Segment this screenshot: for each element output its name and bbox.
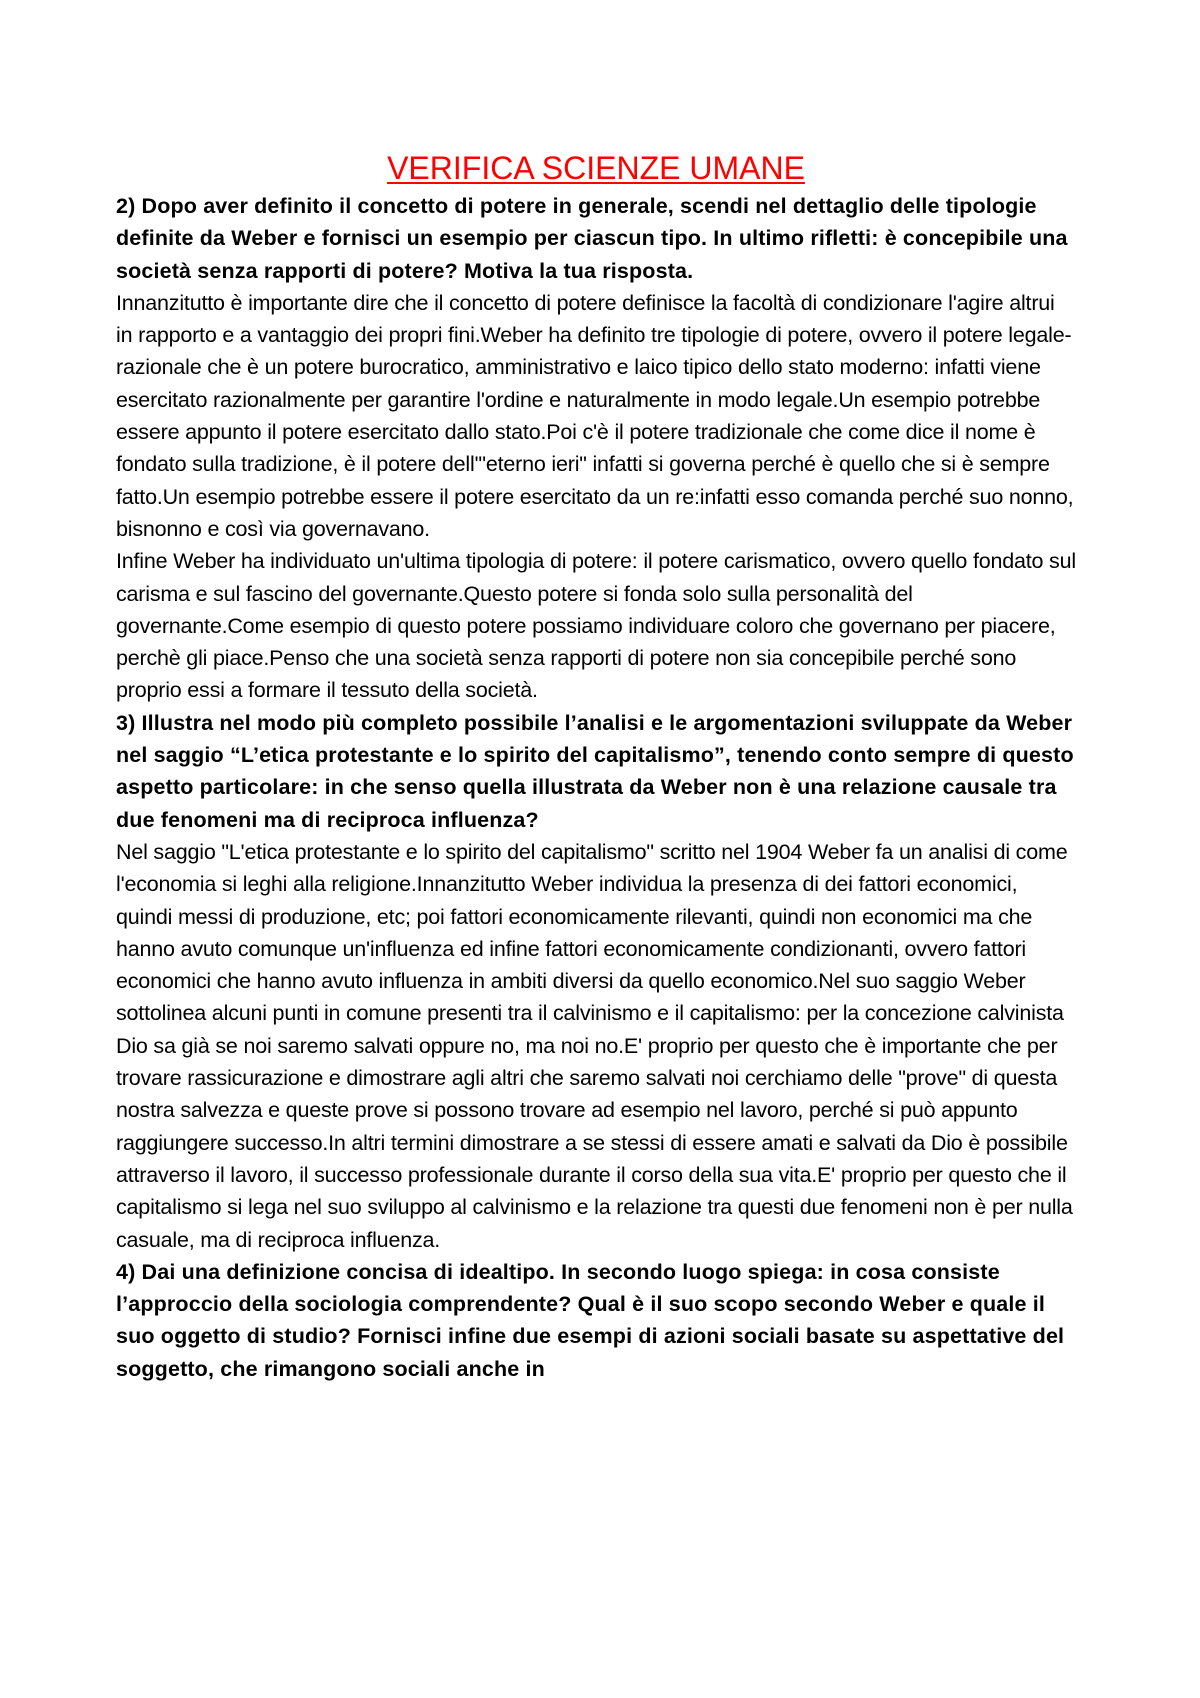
document-title: VERIFICA SCIENZE UMANE — [387, 150, 805, 186]
answer-paragraph: Nel saggio "L'etica protestante e lo spirito del capitalismo" scritto nel 1904 Weber fa un analisi di come l'economia si leghi alla religione.Innanzitutto Weber individua la presenza di dei fattori economici, quindi messi di produzione, etc; poi fattori economicamente rilevanti, quindi non economici ma che hanno avuto comunque un'influenza ed infine fattori economicamente condizionanti, ovvero fattori economici che hanno avuto influenza in ambiti diversi da quello economico.Nel suo saggio Weber sottolinea alcuni punti in comune presenti tra il calvinismo e il capitalismo: per la concezione calvinista Dio sa già se noi saremo salvati oppure no, ma noi no.E' proprio per questo che è importante che per trovare rassicurazione e dimostrare agli altri che saremo salvati noi cerchiamo delle "prove" di questa nostra salvezza e queste prove si possono trovare ad esempio nel lavoro, perché si può appunto raggiungere successo.In altri termini dimostrare a se stessi di essere amati e salvati da Dio è possibile attraverso il lavoro, il successo professionale durante il corso della sua vita.E' proprio per questo che il capitalismo si lega nel suo sviluppo al calvinismo e la relazione tra questi due fenomeni non è per nulla casuale, ma di reciproca influenza. — [116, 839, 1073, 1252]
document-body — [116, 148, 1076, 1385]
question-text: 4) Dai una definizione concisa di idealtipo. In secondo luogo spiega: in cosa consiste l’approccio della sociologia comprendente? Qual è il suo scopo secondo Weber e quale il suo oggetto di studio? Fornisci infine due esempi di azioni sociali basate su aspettative del soggetto, che rimangono sociali anche in — [116, 1259, 1065, 1381]
question-text: 2) Dopo aver definito il concetto di potere in generale, scendi nel dettaglio delle tipologie definite da Weber e fornisci un esempio per ciascun tipo. In ultimo rifletti: è concepibile una società senza rapporti di potere? Motiva la tua risposta. — [116, 194, 1068, 283]
answer-paragraph: Innanzitutto è importante dire che il concetto di potere definisce la facoltà di condizionare l'agire altrui in rapporto e a vantaggio dei propri fini.Weber ha definito tre tipologie di potere, ovvero il potere legale-razionale che è un potere burocratico, amministrativo e laico tipico dello stato moderno: infatti viene esercitato razionalmente per garantire l'ordine e naturalmente in modo legale.Un esempio potrebbe essere appunto il potere esercitato dallo stato.Poi c'è il potere tradizionale che come dice il nome è fondato sulla tradizione, è il potere dell'"eterno ieri" infatti si governa perché è quello che si è sempre fatto.Un esempio potrebbe essere il potere esercitato da un re:infatti esso comanda perché suo nonno, bisnonno e così via governavano. — [116, 290, 1074, 541]
section-question-3 — [116, 707, 1076, 1256]
answer-paragraph: Infine Weber ha individuato un'ultima tipologia di potere: il potere carismatico, ovvero quello fondato sul carisma e sul fascino del governante.Questo potere si fonda solo sulla personalità del governante.Come esempio di questo potere possiamo individuare coloro che governano per piacere, perchè gli piace.Penso che una società senza rapporti di potere non sia concepibile perché sono proprio essi a formare il tessuto della società. — [116, 549, 1076, 703]
section-question-2 — [116, 190, 1076, 707]
section-question-4 — [116, 1256, 1076, 1385]
question-text: 3) Illustra nel modo più completo possibile l’analisi e le argomentazioni sviluppate da Weber nel saggio “L’etica protestante e lo spirito del capitalismo”, tenendo conto sempre di questo aspetto particolare: in che senso quella illustrata da Weber non è una relazione causale tra due fenomeni ma di reciproca influenza? — [116, 710, 1074, 832]
